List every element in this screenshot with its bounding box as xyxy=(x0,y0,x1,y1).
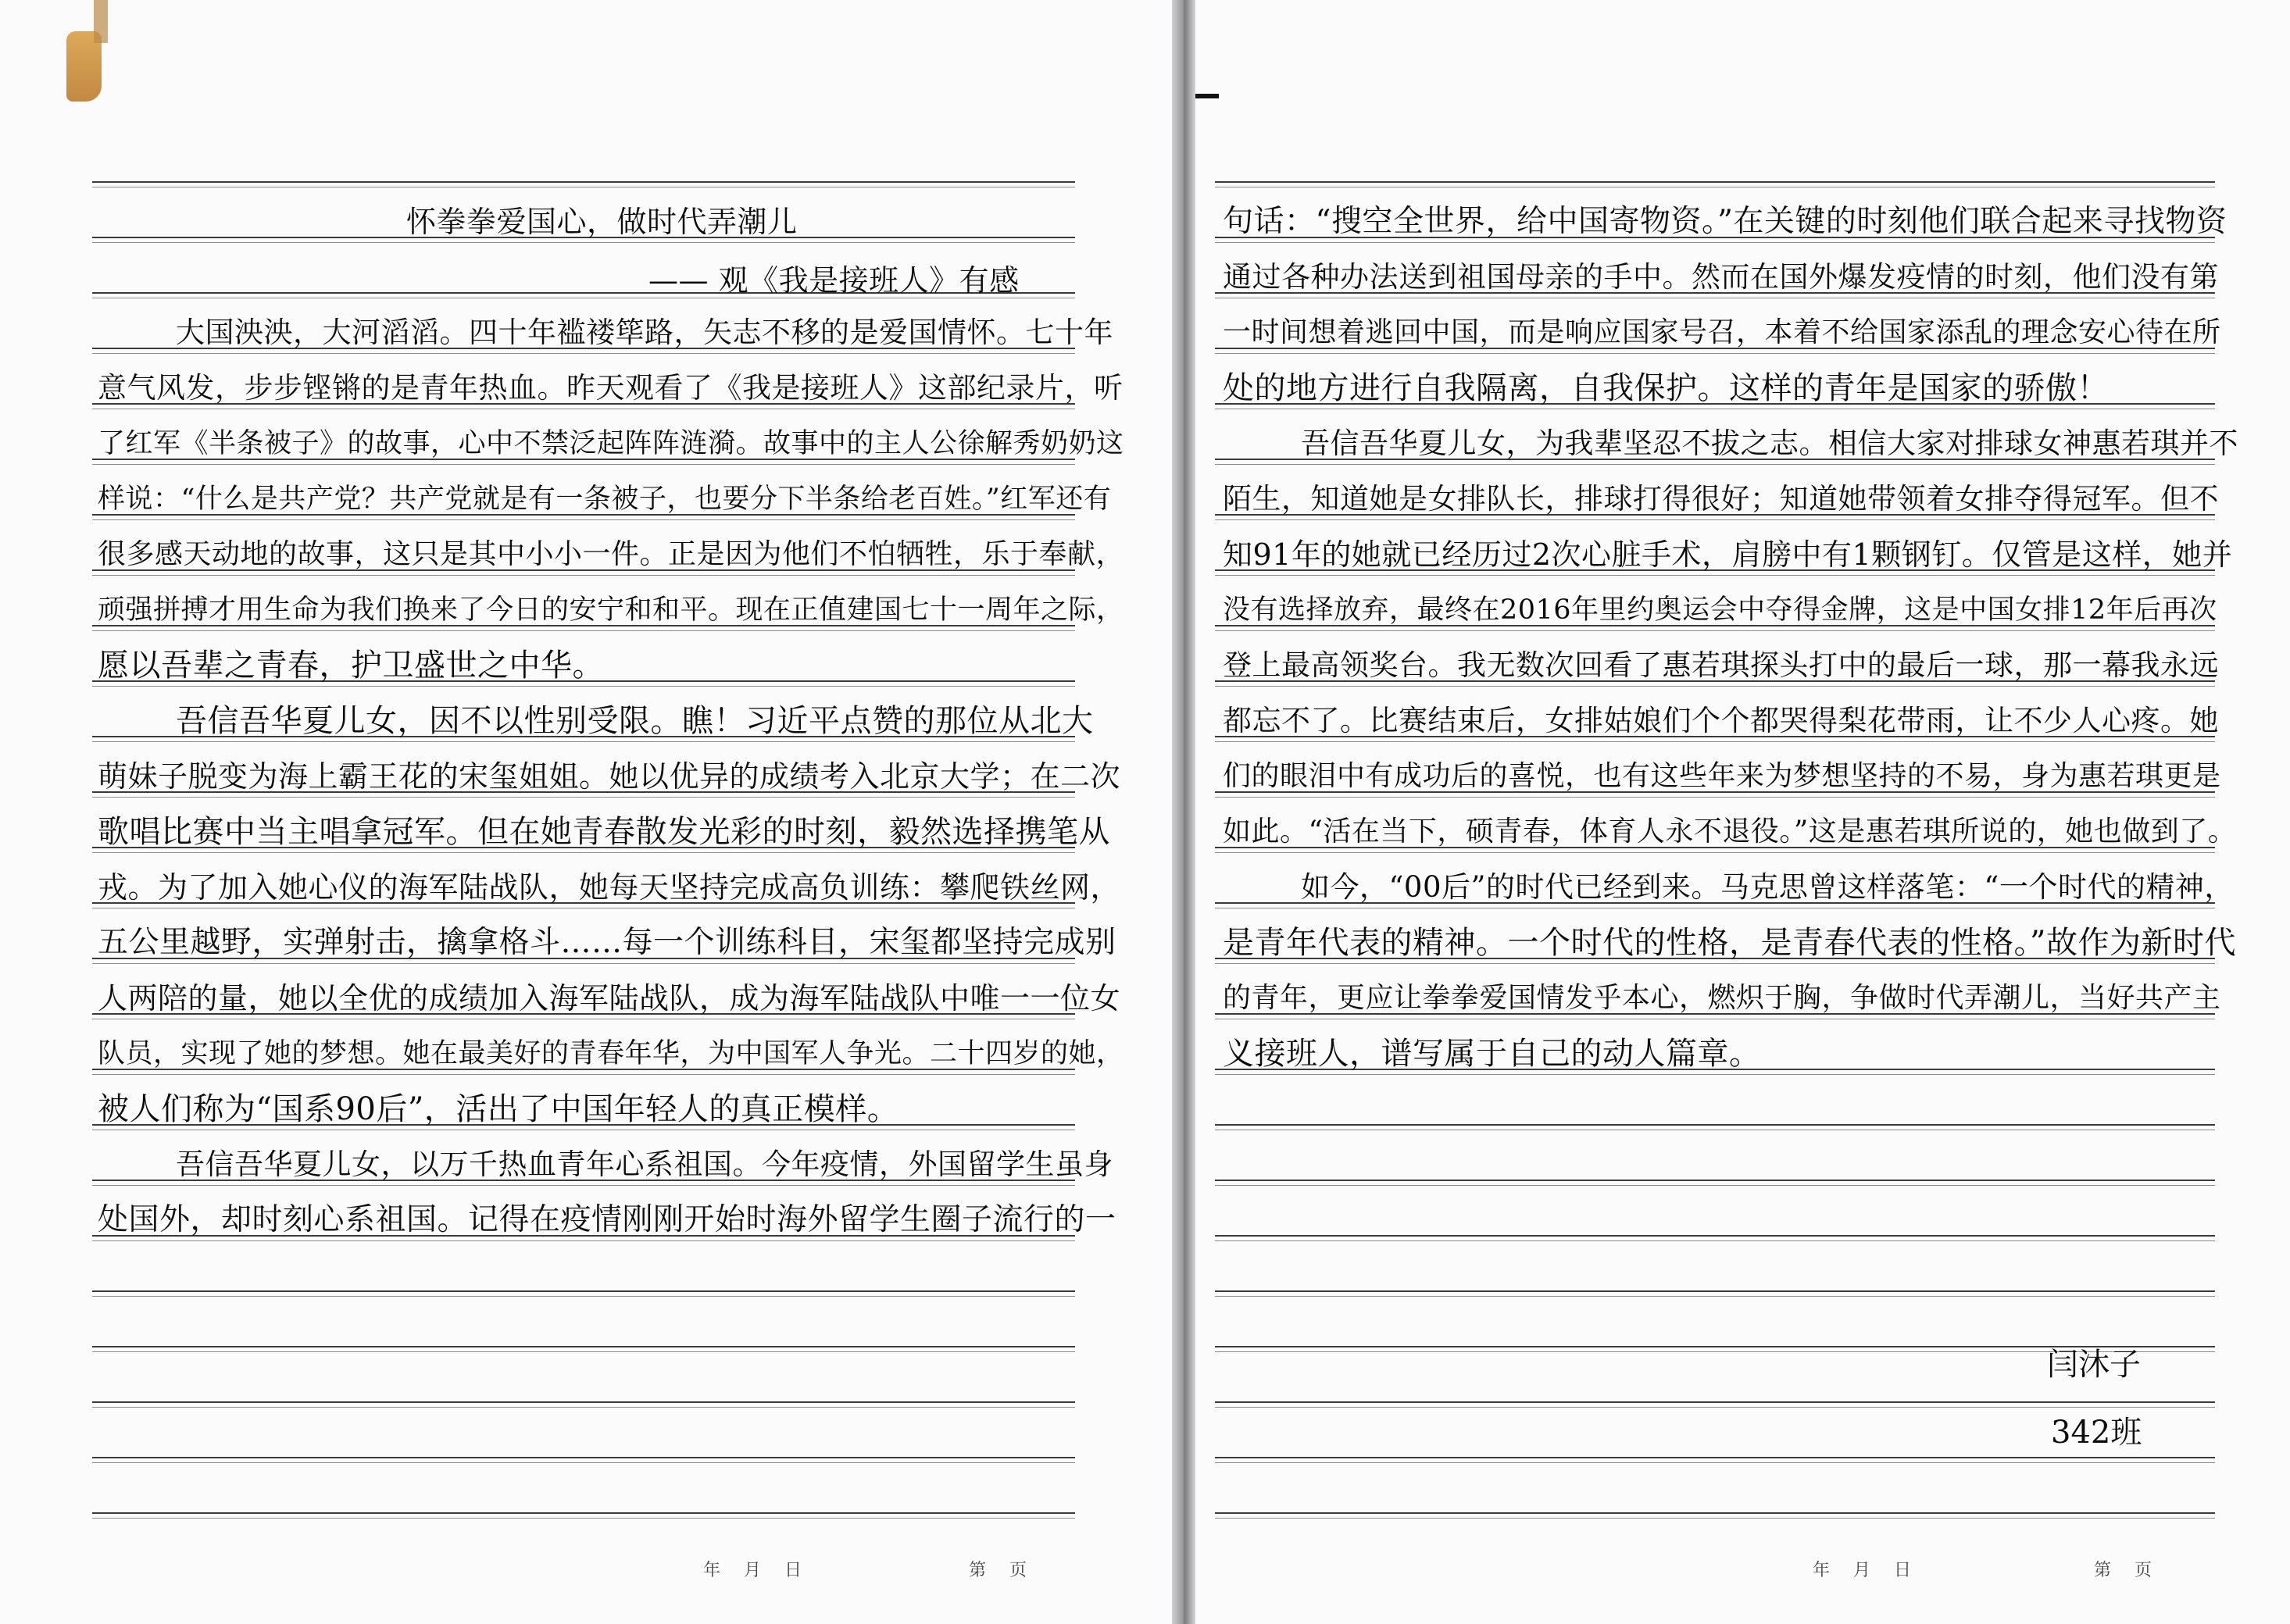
text-line: 的青年，更应让拳拳爱国情发乎本心，燃炽于胸，争做时代弄潮儿，当好共产主 xyxy=(1223,982,2221,1014)
tape-strip xyxy=(94,0,108,43)
ruled-line xyxy=(1215,1290,2215,1297)
ruled-line xyxy=(92,1512,1075,1519)
text-line: 通过各种办法送到祖国母亲的手中。然而在国外爆发疫情的时刻，他们没有第 xyxy=(1223,260,2219,294)
ruled-line xyxy=(92,1290,1075,1297)
text-line: 没有选择放弃，最终在2016年里约奥运会中夺得金牌，这是中国女排12年后再次 xyxy=(1223,594,2217,626)
ruled-line xyxy=(92,181,1075,187)
text-line: 知91年的她就已经历过2次心脏手术，肩膀中有1颗钢钉。仅管是这样，她并 xyxy=(1223,537,2233,572)
text-line: 吾信吾华夏儿女，因不以性别受限。瞧！习近平点赞的那位从北大 xyxy=(176,703,1094,739)
text-line: 处国外，却时刻心系祖国。记得在疫情刚刚开始时海外留学生圈子流行的一 xyxy=(98,1202,1116,1237)
author-name: 闫沐子 xyxy=(2047,1347,2141,1383)
text-line: 们的眼泪中有成功后的喜悦，也有这些年来为梦想坚持的不易，身为惠若琪更是 xyxy=(1223,760,2221,792)
ruled-line xyxy=(1215,1235,2215,1241)
text-line: 样说：“什么是共产党？共产党就是有一条被子，也要分下半条给老百姓。”红军还有 xyxy=(98,484,1112,515)
ruled-line xyxy=(1215,1512,2215,1519)
ruled-line xyxy=(1215,181,2215,187)
text-line: 歌唱比赛中当主唱拿冠军。但在她青春散发光彩的时刻，毅然选择携笔从 xyxy=(98,814,1110,850)
text-line: 陌生，知道她是女排队长，排球打得很好；知道她带领着女排夺得冠军。但不 xyxy=(1223,482,2219,516)
text-line: 顽强拼搏才用生命为我们换来了今日的安宁和和平。现在正值建国七十一周年之际， xyxy=(98,594,1124,626)
text-line: 大国泱泱，大河滔滔。四十年褴褛筚路，矢志不移的是爱国情怀。七十年 xyxy=(176,316,1113,349)
footer-date: 年月日 xyxy=(703,1561,826,1580)
text-line: 是青年代表的精神。一个时代的性格，是青春代表的性格。”故作为新时代 xyxy=(1223,925,2236,961)
text-line: 吾信吾华夏儿女，为我辈坚忍不拔之志。相信大家对排球女神惠若琪并不 xyxy=(1301,427,2238,460)
ruled-line xyxy=(92,1457,1075,1463)
ruled-line xyxy=(92,1346,1075,1352)
text-line: 被人们称为“国系90后”，活出了中国年轻人的真正模样。 xyxy=(98,1091,899,1127)
text-line: 吾信吾华夏儿女，以万千热血青年心系祖国。今年疫情，外国留学生虽身 xyxy=(176,1148,1113,1181)
ruled-line xyxy=(1215,1180,2215,1186)
text-line: 义接班人，谱写属于自己的动人篇章。 xyxy=(1223,1036,1761,1072)
author-class: 342班 xyxy=(2051,1415,2142,1451)
text-line: 队员，实现了她的梦想。她在最美好的青春年华，为中国军人争光。二十四岁的她， xyxy=(98,1038,1124,1069)
footer-date: 年月日 xyxy=(1813,1561,1935,1580)
text-line: 五公里越野，实弹射击，擒拿格斗……每一个训练科目，宋玺都坚持完成别 xyxy=(98,925,1116,960)
text-line: 人两陪的量，她以全优的成绩加入海军陆战队，成为海军陆战队中唯一一位女 xyxy=(98,981,1121,1015)
ruled-line xyxy=(1215,1401,2215,1408)
text-line: 很多感天动地的故事，这只是其中小小一件。正是因为他们不怕牺牲，乐于奉献， xyxy=(98,538,1125,570)
ruled-line xyxy=(1215,1124,2215,1130)
essay-title: 怀拳拳爱国心，做时代弄潮儿 xyxy=(406,205,798,239)
footer-page: 第页 xyxy=(969,1561,1051,1580)
text-line: 处的地方进行自我隔离，自我保护。这样的青年是国家的骄傲！ xyxy=(1223,370,2109,406)
text-line: 都忘不了。比赛结束后，女排姑娘们个个都哭得梨花带雨，让不少人心疼。她 xyxy=(1223,704,2219,737)
ruled-line xyxy=(92,1401,1075,1408)
pen-mark xyxy=(1195,94,1219,98)
text-line: 萌妹子脱变为海上霸王花的宋玺姐姐。她以优异的成绩考入北京大学；在二次 xyxy=(98,759,1121,794)
text-line: 如今，“00后”的时代已经到来。马克思曾这样落笔：“一个时代的精神， xyxy=(1301,870,2234,904)
text-line: 句话：“搜空全世界，给中国寄物资。”在关键的时刻他们联合起来寻找物资 xyxy=(1223,204,2227,239)
text-line: 意气风发，步步铿锵的是青年热血。昨天观看了《我是接班人》这部纪录片，听 xyxy=(98,371,1124,405)
book-gutter xyxy=(1172,0,1195,1624)
text-line: 愿以吾辈之青春，护卫盛世之中华。 xyxy=(98,648,604,684)
text-line: 戎。为了加入她心仪的海军陆战队，她每天坚持完成高负训练：攀爬铁丝网， xyxy=(98,870,1121,905)
text-line: 如此。“活在当下，硕青春，体育人永不退役。”这是惠若琪所说的，她也做到了。 xyxy=(1223,816,2237,848)
essay-subtitle: —— 观《我是接班人》有感 xyxy=(648,263,1020,298)
text-line: 登上最高领奖台。我无数次回看了惠若琪探头打中的最后一球，那一幕我永远 xyxy=(1223,648,2219,682)
text-line: 了红军《半条被子》的故事，心中不禁泛起阵阵涟漪。故事中的主人公徐解秀奶奶这 xyxy=(98,428,1124,459)
ruled-line xyxy=(1215,1457,2215,1463)
right-page xyxy=(1195,0,2290,1624)
footer-page: 第页 xyxy=(2094,1561,2176,1580)
text-line: 一时间想着逃回中国，而是响应国家号召，本着不给国家添乱的理念安心待在所 xyxy=(1223,316,2221,348)
